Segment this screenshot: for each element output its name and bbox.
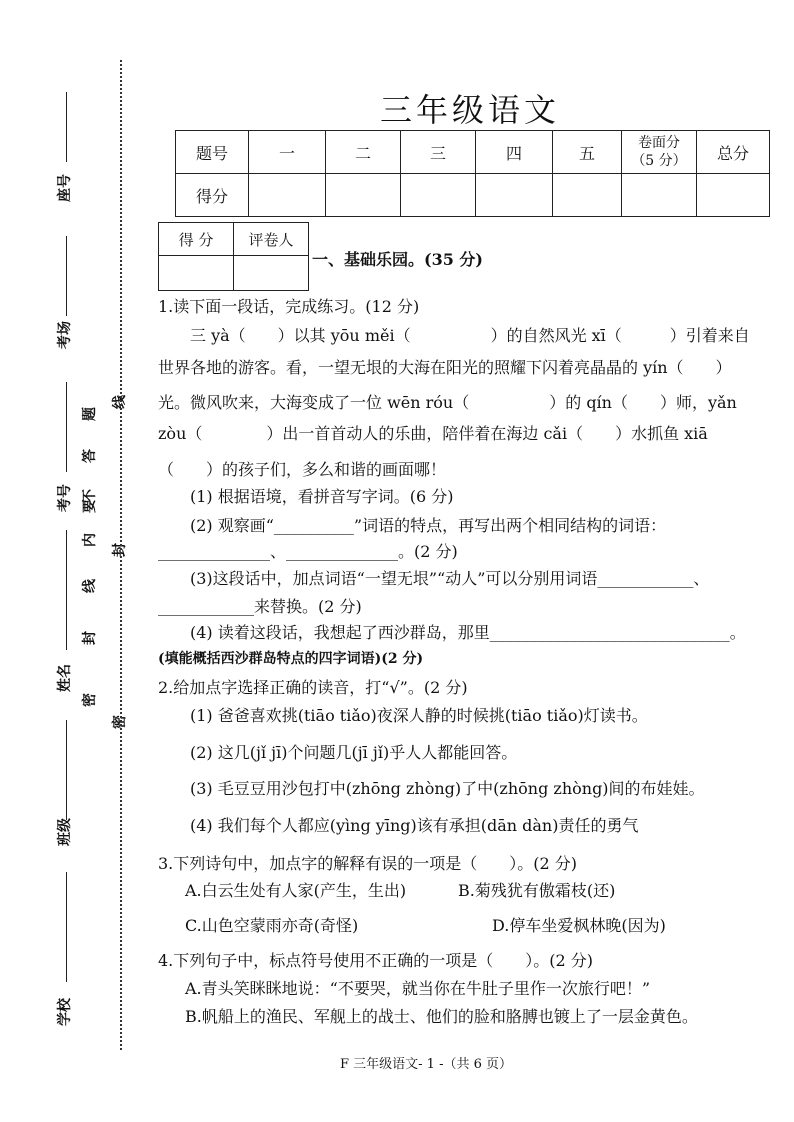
answer-blank-line[interactable]: ______________、______________。(2 分)	[158, 542, 458, 561]
page-footer: F 三年级语文- 1 -（共 6 页）	[340, 1057, 513, 1072]
question-stem: 4.下列句子中，标点符号使用不正确的一项是（ ）。(2 分)	[158, 951, 594, 970]
option-b[interactable]: B.帆船上的渔民、军舰上的战士、他们的脸和胳膊也镀上了一层金黄色。	[185, 1007, 698, 1026]
score-cell[interactable]	[553, 174, 622, 217]
table-header-cell: 四	[476, 131, 553, 174]
seat-number-label: 座号	[57, 174, 73, 202]
table-header-cell: 一	[249, 131, 326, 174]
exam-number-line[interactable]	[66, 382, 67, 472]
choice-line[interactable]: (1) 爸爸喜欢挑(tiāo tiǎo)夜深人静的时候挑(tiāo tiǎo)灯读书。	[190, 706, 648, 725]
option-a[interactable]: A.青头笑眯眯地说：“不要哭，就当你在牛肚子里作一次旅行吧！”	[185, 979, 651, 998]
exam-number-label: 考号	[57, 484, 73, 512]
choice-line[interactable]: (2) 这几(jǐ jī)个问题几(jī jǐ)乎人人都能回答。	[190, 743, 518, 762]
seal-char: 线	[112, 395, 128, 409]
table-header-cell: 总分	[697, 131, 770, 174]
score-cell[interactable]	[249, 174, 326, 217]
score-cell[interactable]	[622, 174, 697, 217]
seal-char: 答	[82, 449, 98, 463]
seal-char: 密	[112, 715, 128, 729]
option-d[interactable]: D.停车坐爱枫林晚(因为)	[492, 916, 666, 935]
paragraph-line: zòu（ ）出一首首动人的乐曲，陪伴着在海边 cǎi（ ）水抓鱼 xiā	[158, 424, 708, 443]
seal-char: 线	[82, 579, 98, 593]
choice-line[interactable]: (3) 毛豆豆用沙包打中(zhōng zhòng)了中(zhōng zhòng)间的布娃娃。	[190, 779, 705, 798]
table-row-label: 得分	[176, 174, 249, 217]
score-table	[175, 130, 770, 217]
table-row	[176, 131, 770, 174]
sub-question: (2) 观察画“__________”词语的特点，再写出两个相同结构的词语：	[190, 516, 667, 535]
school-line[interactable]	[66, 872, 67, 982]
seal-char: 密	[82, 693, 98, 707]
score-cell[interactable]	[159, 256, 234, 291]
name-line[interactable]	[66, 530, 67, 650]
seal-char: 要	[82, 499, 98, 513]
score-cell[interactable]	[326, 174, 401, 217]
sub-question: (4) 读着这段话，我想起了西沙群岛，那里______________________________。	[190, 623, 746, 642]
school-label: 学校	[57, 998, 73, 1026]
table-header-cell: 卷面分 （5 分）	[622, 131, 697, 174]
grader-label: 评卷人	[234, 223, 309, 256]
score-cell[interactable]	[697, 174, 770, 217]
paragraph-line: 世界各地的游客。看，一望无垠的大海在阳光的照耀下闪着亮晶晶的 yín（ ）	[158, 358, 732, 377]
table-header-cell: 题号	[176, 131, 249, 174]
table-row	[159, 256, 309, 291]
score-cell[interactable]	[401, 174, 476, 217]
paragraph-line: 光。微风吹来，大海变成了一位 wēn róu（ ）的 qín（ ）师，yǎn	[158, 393, 737, 412]
seal-dotted-line	[120, 60, 122, 1050]
option-a[interactable]: A.白云生处有人家(产生，生出)	[185, 881, 407, 900]
question-stem: 3.下列诗句中，加点字的解释有误的一项是（ ）。(2 分)	[158, 854, 578, 873]
answer-blank-line[interactable]: ____________来替换。(2 分)	[158, 597, 362, 616]
sub-question: (3)这段话中，加点词语“一望无垠”“动人”可以分别用词语____________、	[190, 569, 710, 588]
table-header-cell: 五	[553, 131, 622, 174]
page-title: 三年级语文	[380, 91, 561, 129]
table-row	[159, 223, 309, 256]
question-stem: 1.读下面一段话，完成练习。(12 分)	[158, 297, 420, 316]
seal-char: 封	[82, 631, 98, 645]
score-cell[interactable]	[476, 174, 553, 217]
paragraph-line: （ ）的孩子们，多么和谐的画面哪！	[158, 460, 447, 479]
seal-char: 题	[82, 407, 98, 421]
choice-line[interactable]: (4) 我们每个人都应(yìng yīng)该有承担(dān dàn)责任的勇气	[190, 816, 639, 835]
exam-room-line[interactable]	[66, 236, 67, 316]
grader-table	[158, 222, 309, 291]
option-c[interactable]: C.山色空蒙雨亦奇(奇怪)	[185, 916, 359, 935]
seal-char: 内	[82, 533, 98, 547]
table-row	[176, 174, 770, 217]
section-heading: 一、基础乐园。(35 分)	[312, 250, 483, 269]
class-label: 班级	[57, 818, 73, 846]
sub-question: (1) 根据语境，看拼音写字词。(6 分)	[190, 487, 454, 506]
grader-cell[interactable]	[234, 256, 309, 291]
table-header-cell: 三	[401, 131, 476, 174]
hint-text: (填能概括西沙群岛特点的四字词语)(2 分)	[158, 651, 424, 667]
name-label: 姓名	[57, 664, 73, 692]
option-b[interactable]: B.菊残犹有傲霜枝(还)	[458, 881, 616, 900]
exam-room-label: 考场	[57, 321, 73, 349]
seat-number-line[interactable]	[66, 92, 67, 162]
score-label: 得 分	[159, 223, 234, 256]
seal-char: 不	[82, 489, 98, 503]
table-header-cell: 二	[326, 131, 401, 174]
seal-char: 封	[112, 543, 128, 557]
class-line[interactable]	[66, 720, 67, 820]
question-stem: 2.给加点字选择正确的读音，打“√”。(2 分)	[158, 678, 468, 697]
paragraph-line: 三 yà（ ）以其 yōu měi（ ）的自然风光 xī（ ）引着来自	[190, 326, 750, 345]
